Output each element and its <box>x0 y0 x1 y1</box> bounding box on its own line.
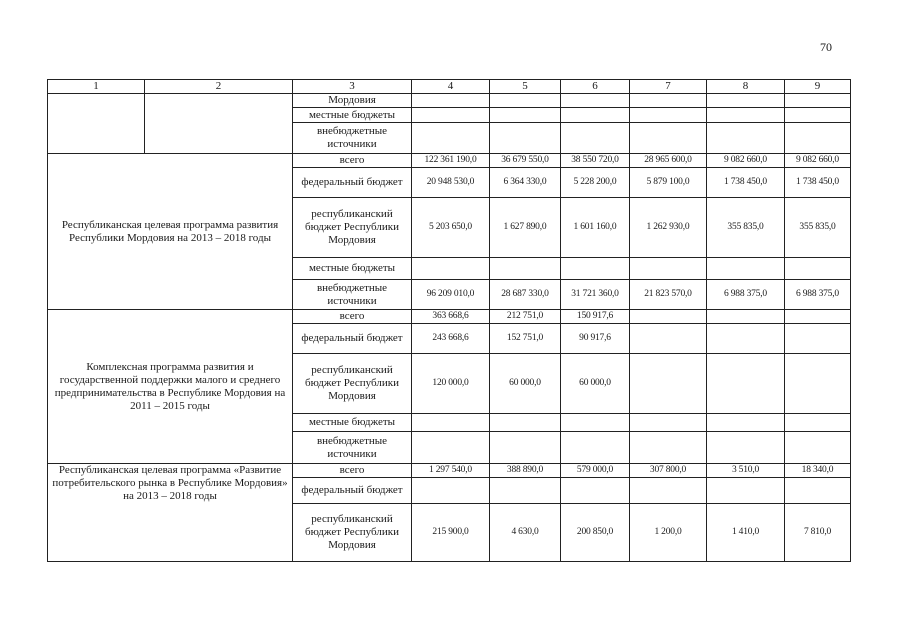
value-cell: 122 361 190,0 <box>412 154 490 168</box>
value-cell <box>630 310 707 324</box>
value-cell <box>630 324 707 354</box>
funding-source: республиканский бюджет Республики Мордовия <box>293 198 412 258</box>
value-cell <box>561 258 630 280</box>
page-number: 70 <box>820 40 832 54</box>
value-cell <box>561 108 630 123</box>
value-cell <box>785 354 851 414</box>
value-cell <box>490 478 561 504</box>
value-cell <box>490 123 561 154</box>
table-row <box>48 154 851 168</box>
funding-source: всего <box>293 154 412 168</box>
value-cell <box>490 108 561 123</box>
value-cell: 21 823 570,0 <box>630 280 707 310</box>
column-header: 5 <box>490 80 561 94</box>
table-row <box>48 310 851 324</box>
value-cell <box>785 123 851 154</box>
value-cell: 36 679 550,0 <box>490 154 561 168</box>
value-cell: 150 917,6 <box>561 310 630 324</box>
funding-source: местные бюджеты <box>293 414 412 432</box>
table-row <box>48 464 851 478</box>
value-cell: 60 000,0 <box>561 354 630 414</box>
value-cell: 1 200,0 <box>630 504 707 562</box>
table-row <box>48 94 851 108</box>
value-cell: 96 209 010,0 <box>412 280 490 310</box>
program-name: Республиканская целевая программа «Развитие потребительского рынка в Республике Мордовия» на 2013 – 2018 годы <box>48 464 293 562</box>
value-cell <box>785 432 851 464</box>
funding-source: внебюджетные источники <box>293 123 412 154</box>
value-cell <box>785 414 851 432</box>
value-cell <box>785 324 851 354</box>
funding-source: республиканский бюджет Республики Мордовия <box>293 504 412 562</box>
column-header: 8 <box>707 80 785 94</box>
value-cell: 355 835,0 <box>707 198 785 258</box>
value-cell <box>561 478 630 504</box>
value-cell: 28 687 330,0 <box>490 280 561 310</box>
value-cell <box>785 258 851 280</box>
value-cell: 307 800,0 <box>630 464 707 478</box>
column-header: 1 <box>48 80 145 94</box>
column-header: 4 <box>412 80 490 94</box>
value-cell <box>707 354 785 414</box>
value-cell: 1 738 450,0 <box>707 168 785 198</box>
funding-source: республиканский бюджет Республики Мордовия <box>293 354 412 414</box>
value-cell <box>707 94 785 108</box>
value-cell: 1 410,0 <box>707 504 785 562</box>
funding-source: федеральный бюджет <box>293 168 412 198</box>
value-cell <box>490 432 561 464</box>
value-cell: 60 000,0 <box>490 354 561 414</box>
value-cell <box>412 108 490 123</box>
value-cell: 355 835,0 <box>785 198 851 258</box>
funding-source: всего <box>293 310 412 324</box>
value-cell <box>707 108 785 123</box>
value-cell <box>707 432 785 464</box>
value-cell: 3 510,0 <box>707 464 785 478</box>
value-cell <box>630 258 707 280</box>
value-cell <box>707 310 785 324</box>
value-cell: 38 550 720,0 <box>561 154 630 168</box>
program-cell-col2 <box>145 94 293 154</box>
funding-source: внебюджетные источники <box>293 280 412 310</box>
column-header: 2 <box>145 80 293 94</box>
funding-source: федеральный бюджет <box>293 478 412 504</box>
value-cell <box>561 94 630 108</box>
value-cell <box>490 94 561 108</box>
value-cell <box>412 478 490 504</box>
program-name: Республиканская целевая программа развития Республики Мордовия на 2013 – 2018 годы <box>48 154 293 310</box>
value-cell: 18 340,0 <box>785 464 851 478</box>
funding-source: внебюджетные источники <box>293 432 412 464</box>
value-cell <box>785 94 851 108</box>
funding-source: Мордовия <box>293 94 412 108</box>
column-header: 6 <box>561 80 630 94</box>
value-cell <box>785 108 851 123</box>
value-cell <box>412 432 490 464</box>
funding-source: местные бюджеты <box>293 108 412 123</box>
value-cell: 90 917,6 <box>561 324 630 354</box>
value-cell: 152 751,0 <box>490 324 561 354</box>
value-cell <box>707 478 785 504</box>
value-cell: 1 601 160,0 <box>561 198 630 258</box>
value-cell <box>412 123 490 154</box>
value-cell: 212 751,0 <box>490 310 561 324</box>
value-cell <box>412 94 490 108</box>
value-cell: 6 988 375,0 <box>707 280 785 310</box>
value-cell: 31 721 360,0 <box>561 280 630 310</box>
budget-table <box>47 79 851 562</box>
value-cell <box>630 94 707 108</box>
value-cell: 1 297 540,0 <box>412 464 490 478</box>
value-cell: 6 364 330,0 <box>490 168 561 198</box>
value-cell: 363 668,6 <box>412 310 490 324</box>
funding-source: федеральный бюджет <box>293 324 412 354</box>
value-cell <box>412 414 490 432</box>
value-cell: 20 948 530,0 <box>412 168 490 198</box>
value-cell <box>561 432 630 464</box>
value-cell <box>707 258 785 280</box>
value-cell <box>630 414 707 432</box>
funding-source: местные бюджеты <box>293 258 412 280</box>
program-cell-col1 <box>48 94 145 154</box>
funding-source: всего <box>293 464 412 478</box>
value-cell <box>561 123 630 154</box>
program-name: Комплексная программа развития и государственной поддержки малого и среднего предпринимательства в Республике Мордовия на 2011 – 2015 годы <box>48 310 293 464</box>
value-cell: 120 000,0 <box>412 354 490 414</box>
value-cell: 1 627 890,0 <box>490 198 561 258</box>
value-cell: 579 000,0 <box>561 464 630 478</box>
value-cell <box>707 414 785 432</box>
value-cell: 5 203 650,0 <box>412 198 490 258</box>
value-cell <box>630 478 707 504</box>
value-cell <box>630 432 707 464</box>
value-cell: 9 082 660,0 <box>707 154 785 168</box>
value-cell: 7 810,0 <box>785 504 851 562</box>
value-cell: 200 850,0 <box>561 504 630 562</box>
value-cell: 28 965 600,0 <box>630 154 707 168</box>
column-header: 7 <box>630 80 707 94</box>
value-cell: 243 668,6 <box>412 324 490 354</box>
value-cell <box>707 324 785 354</box>
value-cell <box>490 414 561 432</box>
column-header: 9 <box>785 80 851 94</box>
value-cell: 1 262 930,0 <box>630 198 707 258</box>
value-cell <box>785 310 851 324</box>
value-cell <box>630 108 707 123</box>
value-cell: 6 988 375,0 <box>785 280 851 310</box>
value-cell: 1 738 450,0 <box>785 168 851 198</box>
value-cell: 5 879 100,0 <box>630 168 707 198</box>
value-cell: 388 890,0 <box>490 464 561 478</box>
value-cell <box>412 258 490 280</box>
value-cell: 5 228 200,0 <box>561 168 630 198</box>
value-cell: 215 900,0 <box>412 504 490 562</box>
value-cell <box>490 258 561 280</box>
value-cell: 9 082 660,0 <box>785 154 851 168</box>
column-header: 3 <box>293 80 412 94</box>
header-row <box>48 80 851 94</box>
value-cell <box>707 123 785 154</box>
value-cell: 4 630,0 <box>490 504 561 562</box>
value-cell <box>785 478 851 504</box>
value-cell <box>561 414 630 432</box>
value-cell <box>630 354 707 414</box>
value-cell <box>630 123 707 154</box>
